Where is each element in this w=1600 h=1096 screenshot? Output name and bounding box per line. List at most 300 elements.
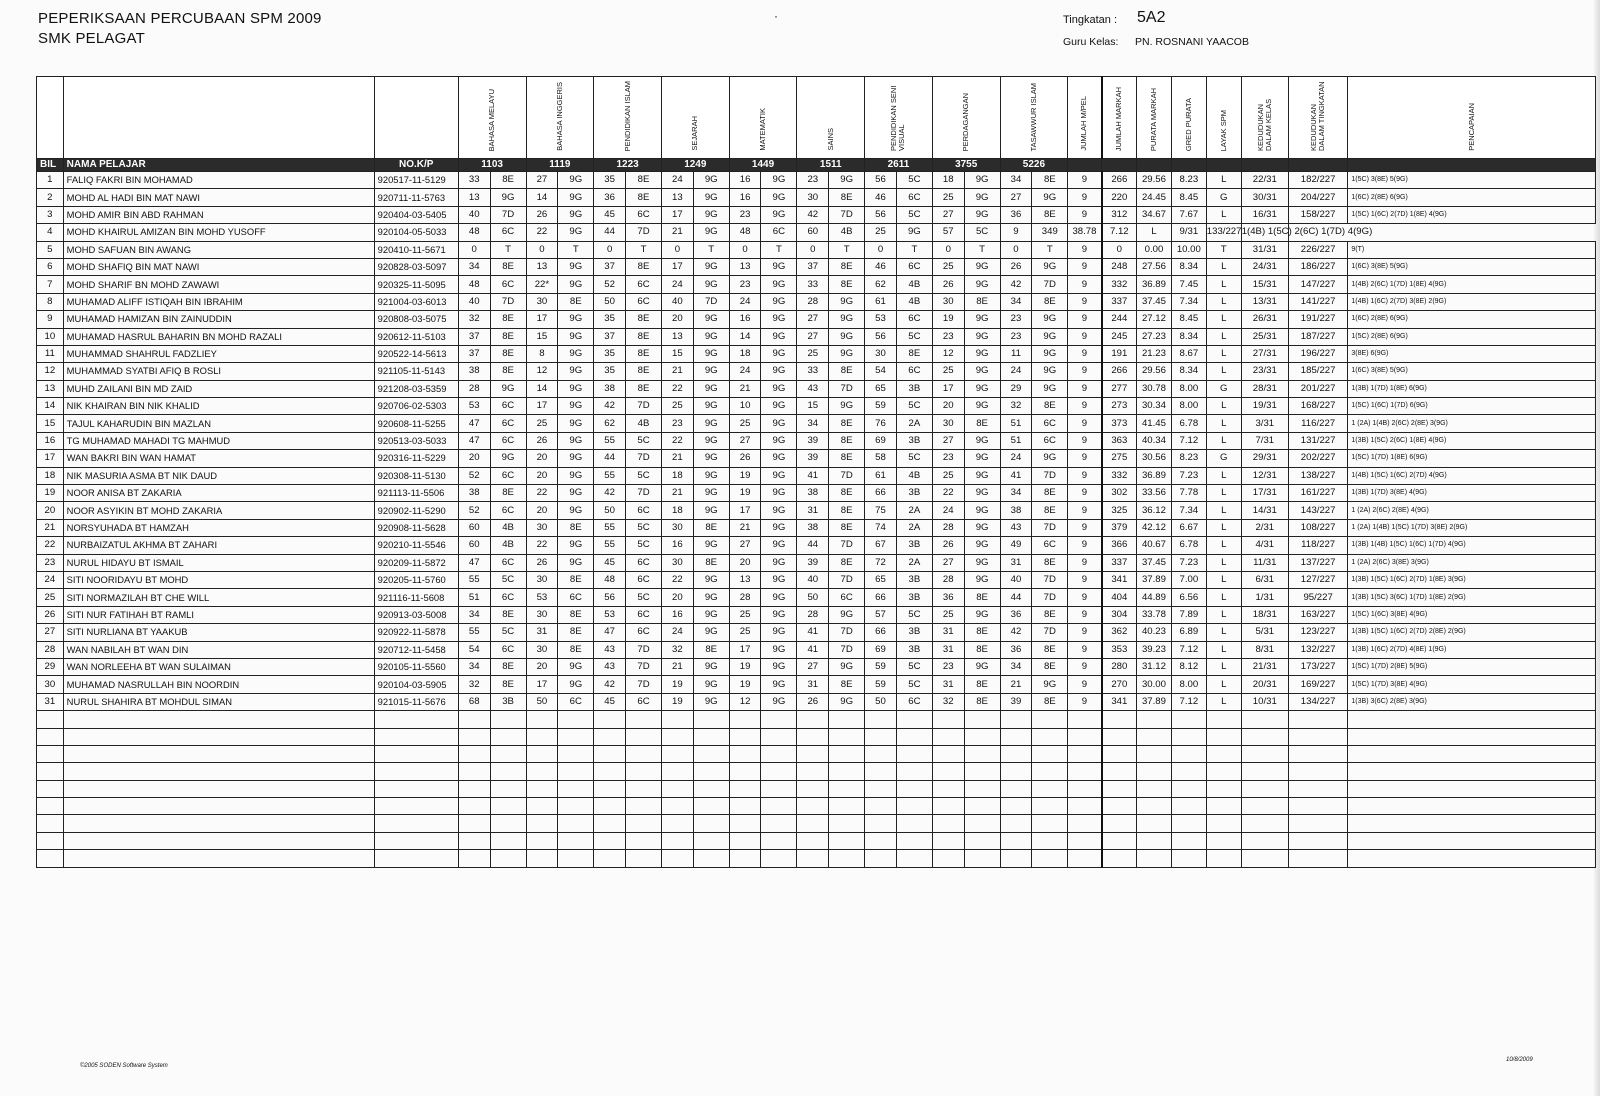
subject-grade: 9G xyxy=(558,363,594,380)
subject-grade: 3B xyxy=(896,537,932,554)
empty-cell xyxy=(1241,815,1288,832)
subject-mark: 19 xyxy=(729,467,761,484)
layak-spm: L xyxy=(1206,276,1241,293)
subject-mark: 25 xyxy=(932,606,964,623)
header-blank xyxy=(37,77,64,159)
subject-grade: 8E xyxy=(490,606,526,623)
empty-cell xyxy=(865,780,897,797)
results-table xyxy=(36,76,1596,868)
row-number: 29 xyxy=(37,658,64,675)
table-row xyxy=(37,293,1596,310)
subject-grade: 9G xyxy=(829,606,865,623)
subject-grade: 8E xyxy=(964,589,1000,606)
subject-mark: 42 xyxy=(594,676,626,693)
kedudukan-tingkatan: 138/227 xyxy=(1288,467,1348,484)
empty-cell xyxy=(761,798,797,815)
empty-cell xyxy=(1032,798,1068,815)
subject-grade: 8E xyxy=(964,641,1000,658)
subject-grade: 8E xyxy=(964,676,1000,693)
subject-grade: 3B xyxy=(896,641,932,658)
subject-grade: 7D xyxy=(626,641,662,658)
row-number: 4 xyxy=(37,224,64,241)
subject-grade: 9G xyxy=(964,206,1000,223)
gred-purata: 8.00 xyxy=(1171,380,1206,397)
ic-number: 920325-11-5095 xyxy=(374,276,458,293)
subject-mark: 30 xyxy=(526,641,558,658)
jumlah-markah: 280 xyxy=(1102,658,1137,675)
software-credit: ©2005 SODEN Software System xyxy=(80,1063,168,1069)
empty-cell xyxy=(1241,832,1288,849)
subject-code: 5226 xyxy=(1000,159,1068,172)
subject-grade: 9G xyxy=(761,693,797,710)
layak-spm: L xyxy=(1206,328,1241,345)
jumlah-markah: 273 xyxy=(1102,398,1137,415)
layak-spm: L xyxy=(1206,345,1241,362)
empty-cell xyxy=(1102,850,1137,867)
row-number: 20 xyxy=(37,502,64,519)
pencapaian: 1(4B) 1(5C) 1(6C) 2(7D) 4(9G) xyxy=(1348,467,1596,484)
ic-number: 920922-11-5878 xyxy=(374,624,458,641)
subject-grade: T xyxy=(558,241,594,258)
table-row xyxy=(37,624,1596,641)
jumlah-mpel: 9 xyxy=(1068,571,1102,588)
subject-grade: 6C xyxy=(626,693,662,710)
subject-grade: 9G xyxy=(964,571,1000,588)
subject-grade: 8E xyxy=(829,415,865,432)
subject-grade: 9G xyxy=(761,398,797,415)
subject-mark: 44 xyxy=(594,450,626,467)
subject-mark: 26 xyxy=(526,554,558,571)
empty-cell xyxy=(661,815,693,832)
subject-grade: 6C xyxy=(490,398,526,415)
subject-mark: 13 xyxy=(526,258,558,275)
subject-grade: 8E xyxy=(829,450,865,467)
subject-grade: 7D xyxy=(490,293,526,310)
subject-grade: 9G xyxy=(558,467,594,484)
kedudukan-tingkatan: 127/227 xyxy=(1288,571,1348,588)
subject-grade: 6C xyxy=(558,693,594,710)
empty-cell xyxy=(37,798,64,815)
subject-mark: 20 xyxy=(661,589,693,606)
empty-cell xyxy=(1206,850,1241,867)
table-row xyxy=(37,589,1596,606)
jumlah-mpel: 9 xyxy=(1068,345,1102,362)
student-name: SITI NURLIANA BT YAAKUB xyxy=(63,624,374,641)
subject-mark: 44 xyxy=(594,224,626,241)
subject-grade: 3B xyxy=(896,624,932,641)
kedudukan-tingkatan: 147/227 xyxy=(1288,276,1348,293)
layak-spm: G xyxy=(1206,189,1241,206)
student-name: MOHD SHARIF BN MOHD ZAWAWI xyxy=(63,276,374,293)
pencapaian: 1(6C) 3(8E) 5(9G) xyxy=(1348,258,1596,275)
pencapaian: 1(5C) 2(8E) 6(9G) xyxy=(1348,328,1596,345)
empty-cell xyxy=(1241,763,1288,780)
subject-mark: 17 xyxy=(526,311,558,328)
subject-mark: 13 xyxy=(661,189,693,206)
subject-grade: 9G xyxy=(693,467,729,484)
kedudukan-tingkatan: 108/227 xyxy=(1288,519,1348,536)
empty-cell xyxy=(932,832,964,849)
subject-grade: 6C xyxy=(626,293,662,310)
student-name: WAN BAKRI BIN WAN HAMAT xyxy=(63,450,374,467)
student-name: MUHD ZAILANI BIN MD ZAID xyxy=(63,380,374,397)
subject-mark: 30 xyxy=(932,415,964,432)
row-number: 1 xyxy=(37,172,64,189)
empty-cell xyxy=(1068,763,1102,780)
jumlah-mpel: 9 xyxy=(1068,519,1102,536)
subject-mark: 14 xyxy=(526,380,558,397)
subject-mark: 17 xyxy=(932,380,964,397)
empty-cell xyxy=(458,711,490,728)
subject-grade: 9G xyxy=(693,328,729,345)
empty-cell xyxy=(490,780,526,797)
subject-header xyxy=(526,77,594,159)
subject-grade: 8E xyxy=(626,345,662,362)
subject-name: BAHASA INGGERIS xyxy=(554,82,564,151)
table-row xyxy=(37,641,1596,658)
subject-mark: 24 xyxy=(661,624,693,641)
ic-number: 920410-11-5671 xyxy=(374,241,458,258)
subject-mark: 21 xyxy=(661,485,693,502)
empty-cell xyxy=(729,850,761,867)
subject-code: 3755 xyxy=(932,159,1000,172)
kedudukan-kelas: 28/31 xyxy=(1241,380,1288,397)
subject-mark: 52 xyxy=(458,467,490,484)
jumlah-markah: 353 xyxy=(1102,641,1137,658)
summary-header-label: JUMLAH M/PEL xyxy=(1079,96,1089,151)
layak-spm: L xyxy=(1206,537,1241,554)
subject-grade: 9G xyxy=(896,224,932,241)
subject-grade: 9G xyxy=(761,311,797,328)
jumlah-markah: 270 xyxy=(1102,676,1137,693)
empty-cell xyxy=(964,763,1000,780)
pencapaian: 1(3B) 1(6C) 2(7D) 4(8E) 1(9G) xyxy=(1348,641,1596,658)
subject-mark: 60 xyxy=(797,224,829,241)
subject-grade: 9G xyxy=(693,502,729,519)
subject-grade: 3B xyxy=(896,432,932,449)
subject-mark: 44 xyxy=(1000,589,1032,606)
subject-grade: 8E xyxy=(626,328,662,345)
layak-spm: L xyxy=(1206,311,1241,328)
subject-grade: 9G xyxy=(1032,311,1068,328)
subject-grade: 7D xyxy=(626,658,662,675)
table-row xyxy=(37,554,1596,571)
subject-mark: 19 xyxy=(661,676,693,693)
subject-mark: 66 xyxy=(865,624,897,641)
subject-grade: 6C xyxy=(1032,432,1068,449)
empty-cell xyxy=(594,832,626,849)
summary-header-label: JUMLAH MARKAH xyxy=(1114,86,1124,151)
subject-mark: 16 xyxy=(729,172,761,189)
empty-cell xyxy=(37,728,64,745)
pencapaian: 1(4B) 2(6C) 1(7D) 1(8E) 4(9G) xyxy=(1348,276,1596,293)
row-number: 7 xyxy=(37,276,64,293)
subject-mark: 27 xyxy=(932,206,964,223)
empty-cell xyxy=(1171,763,1206,780)
subject-grade: 6C xyxy=(626,554,662,571)
purata-markah: 40.34 xyxy=(1137,432,1172,449)
ic-number: 920902-11-5290 xyxy=(374,502,458,519)
purata-markah: 40.67 xyxy=(1137,537,1172,554)
row-number: 22 xyxy=(37,537,64,554)
table-row xyxy=(37,485,1596,502)
subject-mark: 66 xyxy=(865,589,897,606)
empty-cell xyxy=(374,745,458,762)
empty-cell xyxy=(1348,832,1596,849)
subject-mark: 23 xyxy=(1000,311,1032,328)
row-number: 23 xyxy=(37,554,64,571)
subject-mark: 55 xyxy=(594,432,626,449)
ic-number: 921113-11-5506 xyxy=(374,485,458,502)
subject-mark: 14 xyxy=(729,328,761,345)
empty-cell xyxy=(964,780,1000,797)
subject-mark: 37 xyxy=(458,328,490,345)
jumlah-mpel: 9 xyxy=(1068,189,1102,206)
subject-grade: 7D xyxy=(1032,589,1068,606)
subject-mark: 50 xyxy=(526,693,558,710)
subject-mark: 23 xyxy=(729,276,761,293)
subject-grade: 9G xyxy=(964,554,1000,571)
subject-mark: 19 xyxy=(729,658,761,675)
subject-mark: 51 xyxy=(1000,432,1032,449)
subject-grade: T xyxy=(964,241,1000,258)
subject-grade: 9G xyxy=(761,624,797,641)
subject-mark: 76 xyxy=(865,415,897,432)
subject-mark: 48 xyxy=(458,276,490,293)
empty-cell xyxy=(761,763,797,780)
subject-grade: 8E xyxy=(693,519,729,536)
subject-mark: 50 xyxy=(865,693,897,710)
layak-spm: L xyxy=(1206,398,1241,415)
subject-mark: 31 xyxy=(1000,554,1032,571)
ic-number: 920209-11-5872 xyxy=(374,554,458,571)
purata-markah: 36.12 xyxy=(1137,502,1172,519)
purata-markah: 40.23 xyxy=(1137,624,1172,641)
jumlah-mpel: 9 xyxy=(1068,172,1102,189)
empty-cell xyxy=(761,815,797,832)
subject-mark: 19 xyxy=(729,485,761,502)
empty-cell xyxy=(1288,832,1348,849)
kedudukan-kelas: 29/31 xyxy=(1241,450,1288,467)
subject-grade: 9G xyxy=(693,624,729,641)
table-row xyxy=(37,206,1596,223)
ic-number: 920828-03-5097 xyxy=(374,258,458,275)
jumlah-markah: 373 xyxy=(1102,415,1137,432)
layak-spm: L xyxy=(1206,172,1241,189)
subject-grade: 5C xyxy=(896,676,932,693)
subject-mark: 32 xyxy=(458,676,490,693)
exam-title: PEPERIKSAAN PERCUBAAN SPM 2009 xyxy=(38,10,322,27)
subject-grade: 9G xyxy=(693,676,729,693)
subject-grade: 9G xyxy=(829,398,865,415)
empty-cell xyxy=(1348,798,1596,815)
empty-cell xyxy=(1000,798,1032,815)
jumlah-mpel: 9 xyxy=(1068,606,1102,623)
subject-mark: 11 xyxy=(1000,345,1032,362)
subject-grade: 9G xyxy=(761,206,797,223)
subject-mark: 28 xyxy=(797,293,829,310)
jumlah-markah: 266 xyxy=(1102,363,1137,380)
jumlah-markah: 332 xyxy=(1102,276,1137,293)
subject-grade: 7D xyxy=(1032,276,1068,293)
subject-mark: 20 xyxy=(661,311,693,328)
subject-mark: 15 xyxy=(526,328,558,345)
empty-cell xyxy=(1068,832,1102,849)
subject-mark: 36 xyxy=(1000,206,1032,223)
bar-cell xyxy=(1102,159,1137,172)
nokp-header: NO.K/P xyxy=(374,159,458,172)
subject-grade: 9G xyxy=(761,502,797,519)
subject-mark: 13 xyxy=(661,328,693,345)
subject-grade: 9G xyxy=(761,345,797,362)
subject-grade: 8E xyxy=(558,293,594,310)
empty-cell xyxy=(594,728,626,745)
purata-markah: 31.12 xyxy=(1137,658,1172,675)
subject-grade: 6C xyxy=(626,502,662,519)
pencapaian: 1(3B) 3(6C) 2(8E) 3(9G) xyxy=(1348,693,1596,710)
subject-grade: 9G xyxy=(964,658,1000,675)
purata-markah: 30.56 xyxy=(1137,450,1172,467)
subject-grade: 9G xyxy=(490,189,526,206)
subject-mark: 20 xyxy=(932,398,964,415)
subject-name: PERDAGANGAN xyxy=(961,92,971,151)
row-number: 10 xyxy=(37,328,64,345)
subject-mark: 49 xyxy=(1000,537,1032,554)
empty-cell xyxy=(693,763,729,780)
subject-grade: 8E xyxy=(964,293,1000,310)
subject-mark: 25 xyxy=(932,467,964,484)
jumlah-markah: 220 xyxy=(1102,189,1137,206)
table-row xyxy=(37,606,1596,623)
empty-cell xyxy=(829,798,865,815)
subject-mark: 26 xyxy=(526,432,558,449)
ic-number: 920210-11-5546 xyxy=(374,537,458,554)
subject-grade: 6C xyxy=(490,432,526,449)
empty-cell xyxy=(1206,728,1241,745)
subject-mark: 57 xyxy=(865,606,897,623)
subject-grade: 9G xyxy=(558,432,594,449)
bar-cell xyxy=(1137,159,1172,172)
jumlah-mpel: 9 xyxy=(1068,241,1102,258)
empty-cell xyxy=(1068,798,1102,815)
subject-grade: 8E xyxy=(490,328,526,345)
subject-grade: 8E xyxy=(829,432,865,449)
empty-cell xyxy=(37,850,64,867)
subject-grade: 3B xyxy=(490,693,526,710)
guru-kelas-value: PN. ROSNANI YAACOB xyxy=(1135,36,1249,48)
subject-grade: 9G xyxy=(964,537,1000,554)
subject-name: MATEMATIK xyxy=(758,108,768,151)
jumlah-mpel: 38.78 xyxy=(1068,224,1102,241)
subject-mark: 20 xyxy=(729,554,761,571)
subject-grade: 5C xyxy=(626,519,662,536)
ic-number: 920808-03-5075 xyxy=(374,311,458,328)
subject-mark: 34 xyxy=(458,258,490,275)
pencapaian: 1 (2A) 1(4B) 1(5C) 1(7D) 3(8E) 2(9G) xyxy=(1348,519,1596,536)
empty-row xyxy=(37,711,1596,728)
kedudukan-kelas: 31/31 xyxy=(1241,241,1288,258)
subject-mark: 22 xyxy=(661,432,693,449)
kedudukan-tingkatan: 168/227 xyxy=(1288,398,1348,415)
empty-cell xyxy=(964,850,1000,867)
subject-grade: 7D xyxy=(693,293,729,310)
subject-grade: 5C xyxy=(896,658,932,675)
subject-mark: 47 xyxy=(458,432,490,449)
kedudukan-tingkatan: 134/227 xyxy=(1288,693,1348,710)
empty-cell xyxy=(729,745,761,762)
subject-mark: 26 xyxy=(1000,258,1032,275)
layak-spm: L xyxy=(1206,363,1241,380)
subject-mark: 24 xyxy=(932,502,964,519)
subject-grade: 9G xyxy=(1032,380,1068,397)
subject-grade: 9G xyxy=(558,502,594,519)
empty-cell xyxy=(1102,780,1137,797)
subject-grade: 9G xyxy=(693,189,729,206)
gred-purata: 8.00 xyxy=(1171,398,1206,415)
subject-mark: 40 xyxy=(458,206,490,223)
subject-mark: 21 xyxy=(661,224,693,241)
subject-mark: 30 xyxy=(661,554,693,571)
empty-cell xyxy=(1348,711,1596,728)
kedudukan-kelas: 25/31 xyxy=(1241,328,1288,345)
table-row xyxy=(37,328,1596,345)
gred-purata: 8.67 xyxy=(1171,345,1206,362)
empty-cell xyxy=(964,745,1000,762)
kedudukan-kelas: 4/31 xyxy=(1241,537,1288,554)
subject-mark: 20 xyxy=(458,450,490,467)
row-number: 15 xyxy=(37,415,64,432)
subject-grade: 7D xyxy=(829,571,865,588)
subject-mark: 22* xyxy=(526,276,558,293)
subject-mark: 39 xyxy=(1000,693,1032,710)
empty-cell xyxy=(374,798,458,815)
subject-mark: 37 xyxy=(594,258,626,275)
gred-purata: 8.45 xyxy=(1171,311,1206,328)
subject-mark: 34 xyxy=(458,606,490,623)
subject-mark: 35 xyxy=(594,345,626,362)
subject-mark: 27 xyxy=(729,537,761,554)
gred-purata: 6.89 xyxy=(1171,624,1206,641)
subject-grade: 9G xyxy=(1032,363,1068,380)
jumlah-mpel: 9 xyxy=(1068,293,1102,310)
jumlah-markah: 341 xyxy=(1102,693,1137,710)
ic-number: 920104-05-5033 xyxy=(374,224,458,241)
empty-cell xyxy=(761,832,797,849)
row-number: 26 xyxy=(37,606,64,623)
subject-grade: 6C xyxy=(896,189,932,206)
subject-grade: 6C xyxy=(558,589,594,606)
empty-cell xyxy=(37,745,64,762)
empty-cell xyxy=(63,745,374,762)
subject-mark: 62 xyxy=(594,415,626,432)
jumlah-mpel: 9 xyxy=(1068,311,1102,328)
empty-cell xyxy=(1206,780,1241,797)
subject-grade: 9G xyxy=(964,485,1000,502)
subject-mark: 17 xyxy=(661,258,693,275)
empty-cell xyxy=(526,745,558,762)
empty-cell xyxy=(594,798,626,815)
subject-name: SAINS xyxy=(825,128,835,151)
kedudukan-kelas: 6/31 xyxy=(1241,571,1288,588)
kedudukan-kelas: 22/31 xyxy=(1241,172,1288,189)
empty-cell xyxy=(797,780,829,797)
subject-mark: 58 xyxy=(865,450,897,467)
subject-grade: 7D xyxy=(626,450,662,467)
subject-grade: 8E xyxy=(829,276,865,293)
kedudukan-kelas: 23/31 xyxy=(1241,363,1288,380)
subject-mark: 21 xyxy=(1000,676,1032,693)
kedudukan-kelas: 1/31 xyxy=(1241,589,1288,606)
